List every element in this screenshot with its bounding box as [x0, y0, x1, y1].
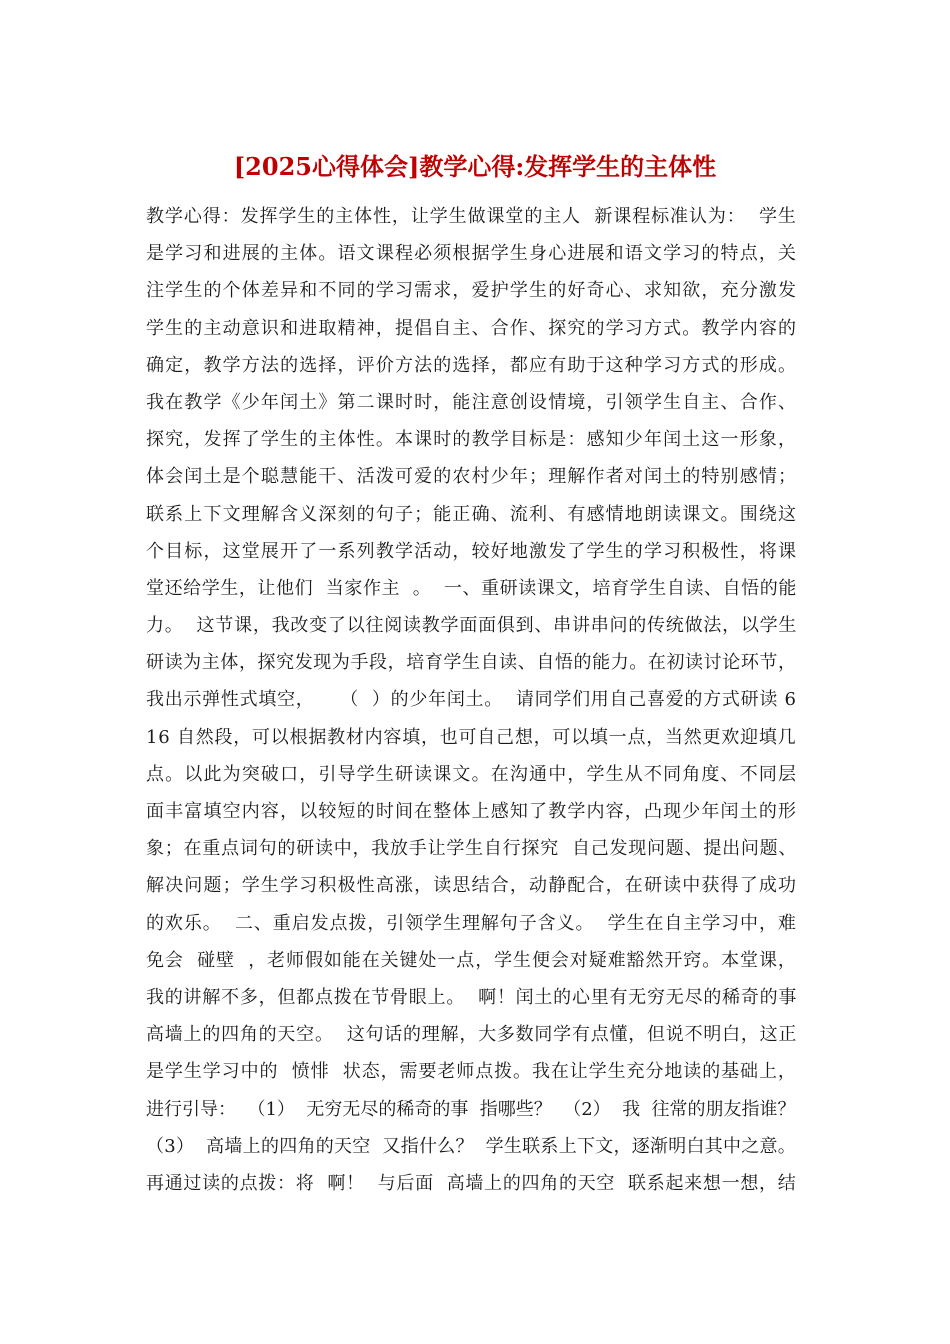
body-text-line: 学生的主动意识和进取精神，提倡自主、合作、探究的学习方式。教学内容的 [146, 317, 798, 339]
body-text-line: 再通过读的点拨：将 啊！ 与后面 高墙上的四角的天空 联系起来想一想，结 [146, 1172, 797, 1194]
body-text-line: 研读为主体，探究发现为手段，培育学生自读、自悟的能力。在初读讨论环节， [146, 652, 797, 674]
body-text-line: 的欢乐。 二、重启发点拨，引领学生理解句子含义。 学生在自主学习中，难 [146, 912, 797, 934]
body-text-line: 确定，教学方法的选择，评价方法的选择，都应有助于这种学习方式的形成。 [146, 354, 798, 376]
body-text-line: 面丰富填空内容，以较短的时间在整体上感知了教学内容，凸现少年闰土的形 [146, 801, 798, 822]
body-text-line: 体会闰土是个聪慧能干、活泼可爱的农村少年；理解作者对闰土的特别感情； [146, 466, 798, 488]
body-text-line: 点。以此为突破口，引导学生研读课文。在沟通中，学生从不同角度、不同层 [146, 763, 798, 785]
body-text-line: 联系上下文理解含义深刻的句子；能正确、流利、有感情地朗读课文。围绕这 [146, 503, 798, 525]
body-text-line: 高墙上的四角的天空。 这句话的理解，大多数同学有点懂，但说不明白，这正 [146, 1024, 798, 1046]
body-text-line: 个目标，这堂展开了一系列教学活动，较好地激发了学生的学习积极性，将课 [146, 540, 798, 562]
body-text-line: 教学心得：发挥学生的主体性，让学生做课堂的主人 新课程标准认为： 学生 [146, 206, 797, 227]
body-text-line: 堂还给学生，让他们 当家作主 。 一、重研读课文，培育学生自读、自悟的能 [146, 577, 797, 599]
body-text-line: 我出示弹性式填空， （ ）的少年闰土。 请同学们用自己喜爱的方式研读 6 [146, 689, 797, 711]
body-text-line: 进行引导： （1） 无穷无尽的稀奇的事 指哪些？ （2） 我 往常的朋友指谁？ [146, 1098, 796, 1120]
document-body [146, 198, 806, 1202]
body-text-line: 是学习和进展的主体。语文课程必须根据学生身心进展和语文学习的特点，关 [146, 243, 798, 265]
body-text-line: 我在教学《少年闰土》第二课时时，能注意创设情境，引领学生自主、合作、 [146, 391, 798, 413]
body-text-line: 16 自然段，可以根据教材内容填，也可自己想，可以填一点，当然更欢迎填几 [146, 726, 797, 748]
document-title: [2025心得体会]教学心得:发挥学生的主体性 [233, 152, 717, 181]
body-text-line: （3） 高墙上的四角的天空 又指什么？ 学生联系上下文，逐渐明白其中之意。 [146, 1135, 797, 1157]
body-text-line: 免会 碰壁 ，老师假如能在关键处一点，学生便会对疑难豁然开窍。本堂课， [146, 949, 797, 971]
body-text-line: 解决问题；学生学习积极性高涨，读思结合，动静配合，在研读中获得了成功 [146, 875, 798, 897]
body-text-line: 注学生的个体差异和不同的学习需求，爱护学生的好奇心、求知欲，充分激发 [146, 280, 798, 302]
body-text-line: 探究，发挥了学生的主体性。本课时的教学目标是：感知少年闰土这一形象， [146, 429, 798, 451]
body-text-line: 力。 这节课，我改变了以往阅读教学面面俱到、串讲串问的传统做法，以学生 [146, 615, 798, 637]
body-text-line: 我的讲解不多，但都点拨在节骨眼上。 啊！闰土的心里有无穷无尽的稀奇的事 [146, 986, 798, 1008]
body-text-line: 是学生学习中的 愤悱 状态，需要老师点拨。我在让学生充分地读的基础上， [146, 1061, 797, 1083]
body-text-line: 象；在重点词句的研读中，我放手让学生自行探究 自己发现问题、提出问题、 [146, 838, 798, 860]
